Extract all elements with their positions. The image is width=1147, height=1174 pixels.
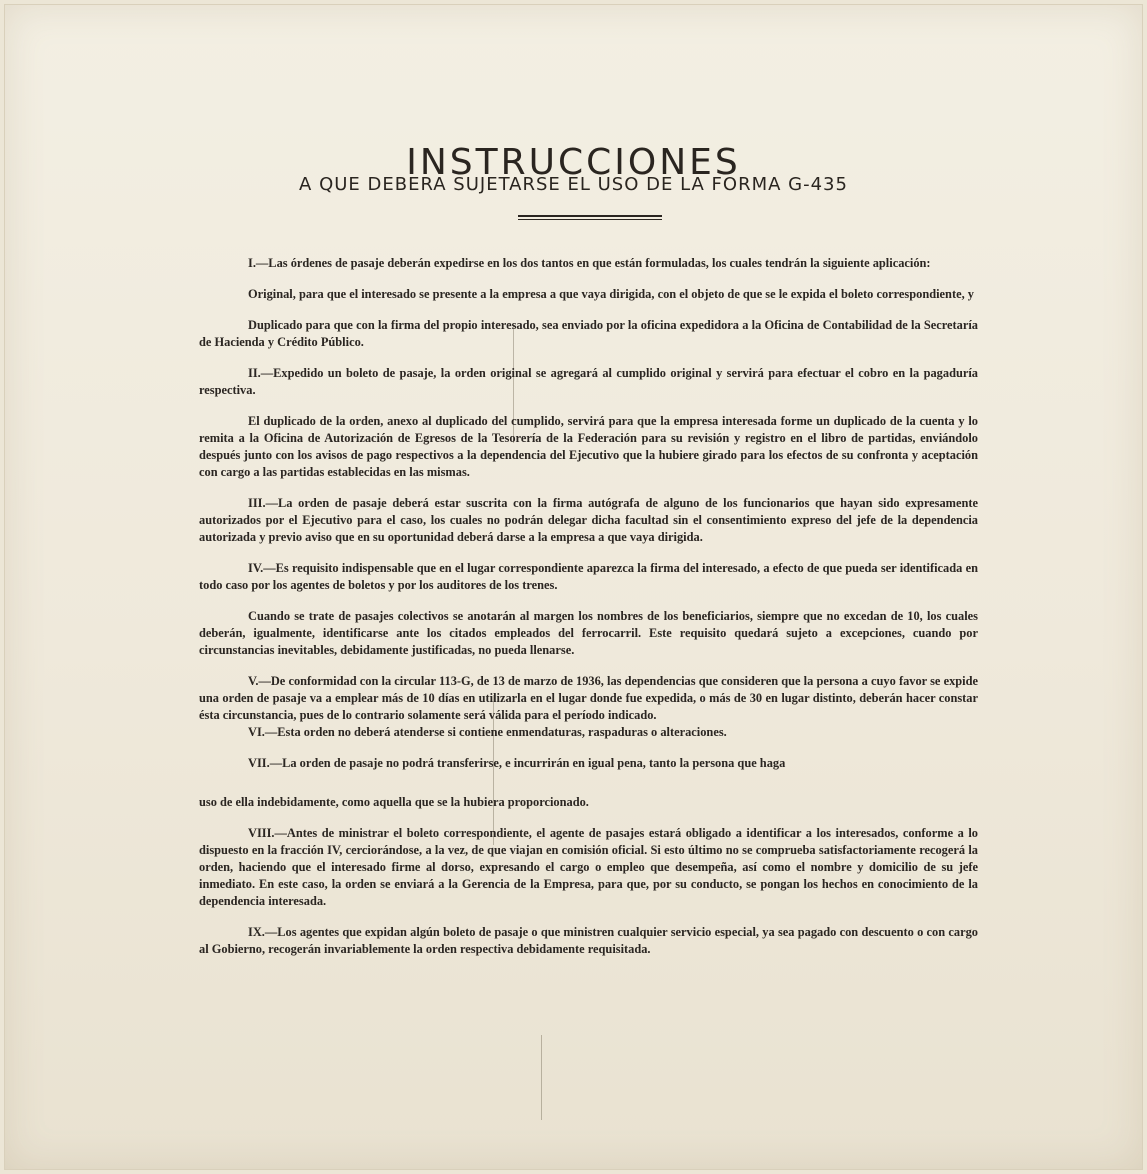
fold-crease	[541, 1035, 542, 1120]
paragraph-v: V.—De conformidad con la circular 113-G, de 13 de marzo de 1936, las dependencias que consideren que la persona a cuyo favor se expide una orden de pasaje va a emplear más de 10 días en utilizarla en el lugar donde fue expedida, o más de 30 en lugar distinto, deberán hacer constar ésta circunstancia, pues de lo contrario solamente será válida para el período indicado.	[199, 674, 978, 722]
paragraph-ii: II.—Expedido un boleto de pasaje, la orden original se agregará al cumplido original y servirá para efectuar el cobro en la pagaduría respectiva.	[199, 366, 978, 397]
paragraph-vi: VI.—Esta orden no deberá atenderse si contiene enmendaturas, raspaduras o alteraciones.	[248, 725, 727, 739]
paragraph-duplicado: Duplicado para que con la firma del propio interesado, sea enviado por la oficina expedidora a la Oficina de Contabilidad de la Secretaría de Hacienda y Crédito Público.	[199, 318, 978, 349]
document-title: INSTRUCCIONES	[406, 142, 741, 184]
instructions-body	[199, 255, 978, 972]
paragraph-pasajes-colectivos: Cuando se trate de pasajes colectivos se anotarán al margen los nombres de los beneficiarios, siempre que no excedan de 10, los cuales deberán, igualmente, identificarse ante los citados empleados del ferrocarril. Este requisito quedará sujeto a excepciones, cuando por circunstancias inevitables, debidamente justificadas, no pueda llenarse.	[199, 609, 978, 657]
paragraph-i: I.—Las órdenes de pasaje deberán expedirse en los dos tantos en que están formuladas, los cuales tendrán la siguiente aplicación:	[248, 256, 931, 270]
paragraph-viii: VIII.—Antes de ministrar el boleto correspondiente, el agente de pasajes estará obligado a identificar a los interesados, conforme a lo dispuesto en la fracción IV, cerciorándose, a la vez, de que viajan en comisión oficial. Si esto último no se comprueba satisfactoriamente recogerá la orden, haciendo que el interesado firme al dorso, expresando el cargo o empleo que desempeña, así como el nombre y domicilio de su jefe inmediato. En este caso, la orden se enviará a la Gerencia de la Empresa, para que, por su conducto, se pongan los hechos en conocimiento de la dependencia interesada.	[199, 826, 978, 908]
paragraph-vii: VII.—La orden de pasaje no podrá transferirse, e incurrirán en igual pena, tanto la persona que haga	[248, 756, 786, 770]
paragraph-original: Original, para que el interesado se presente a la empresa a que vaya dirigida, con el objeto de que se le expida el boleto correspondiente, y	[248, 287, 974, 301]
paragraph-iii: III.—La orden de pasaje deberá estar suscrita con la firma autógrafa de alguno de los funcionarios que hayan sido expresamente autorizados por el Ejecutivo para el caso, los cuales no podrán delegar dicha facultad sin el consentimiento expreso del jefe de la dependencia autorizada y previo aviso que en su oportunidad deberá darse a la empresa a que vaya dirigida.	[199, 496, 978, 544]
paragraph-iv: IV.—Es requisito indispensable que en el lugar correspondiente aparezca la firma del interesado, a efecto de que pueda ser identificada en todo caso por los agentes de boletos y por los auditores de los trenes.	[199, 561, 978, 592]
paragraph-duplicado-orden: El duplicado de la orden, anexo al duplicado del cumplido, servirá para que la empresa interesada forme un duplicado de la cuenta y lo remita a la Oficina de Autorización de Egresos de la Tesorería de la Federación para su revisión y registro en el libro de partidas, enviándolo después junto con los avisos de pago respectivos a la dependencia del Ejecutivo que la hubiere girado para los efectos de su confronta y aceptación con cargo a las partidas establecidas en las mismas.	[199, 414, 978, 479]
title-divider	[518, 215, 662, 220]
paragraph-vii-cont: uso de ella indebidamente, como aquella que se la hubiera proporcionado.	[199, 795, 589, 809]
paragraph-ix: IX.—Los agentes que expidan algún boleto de pasaje o que ministren cualquier servicio especial, ya sea pagado con descuento o con cargo al Gobierno, recogerán invariablemente la orden respectiva debidamente requisitada.	[199, 925, 978, 956]
document-subtitle: A QUE DEBERA SUJETARSE EL USO DE LA FORMA G-435	[299, 174, 848, 195]
